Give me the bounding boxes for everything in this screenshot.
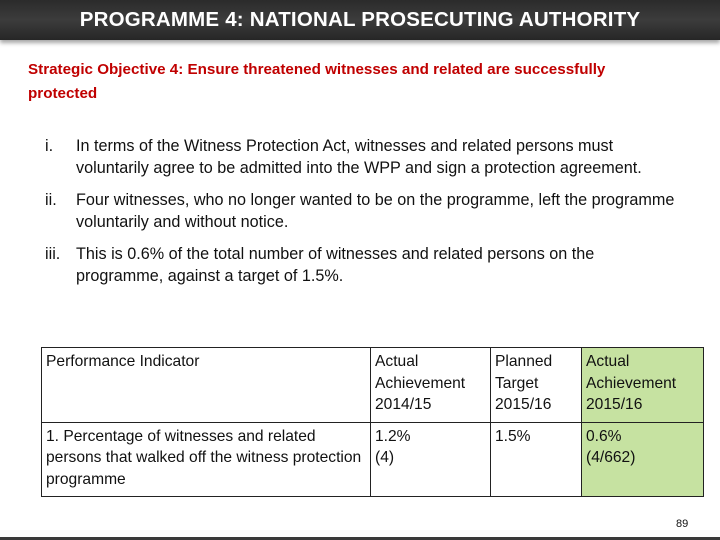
list-item-number: i. [45,137,54,155]
table-header-row [42,348,704,423]
cell-indicator: 1. Percentage of witnesses and related persons that walked off the witness protection programme [42,422,371,497]
header-performance-indicator: Performance Indicator [42,348,371,423]
header-actual-achievement-2015-16: Actual Achievement 2015/16 [582,348,704,423]
title-bar [0,0,720,40]
list-item-text: This is 0.6% of the total number of witnesses and related persons on the programme, against a target of 1.5%. [76,245,595,285]
page-number: 89 [676,518,689,530]
cell-planned: 1.5% [491,422,582,497]
list-item-number: iii. [45,245,61,263]
strategic-objective: Strategic Objective 4: Ensure threatened witnesses and related are successfully protected [28,61,606,102]
cell-actual-prev: 1.2% (4) [371,422,491,497]
list-item [45,190,685,233]
list-item-text: Four witnesses, who no longer wanted to be on the programme, left the programme voluntarily and without notice. [76,191,675,231]
performance-table [41,347,704,497]
cell-actual-curr: 0.6% (4/662) [582,422,704,497]
list-item-text: In terms of the Witness Protection Act, witnesses and related persons must voluntarily agree to be admitted into the WPP and sign a protection agreement. [76,137,642,177]
points-list [45,136,685,298]
slide-title: PROGRAMME 4: NATIONAL PROSECUTING AUTHORITY [79,8,641,31]
header-actual-achievement-2014-15: Actual Achievement 2014/15 [371,348,491,423]
list-item [45,136,685,179]
list-item-number: ii. [45,191,57,209]
table-row [42,422,704,497]
list-item [45,244,685,287]
header-planned-target-2015-16: Planned Target 2015/16 [491,348,582,423]
